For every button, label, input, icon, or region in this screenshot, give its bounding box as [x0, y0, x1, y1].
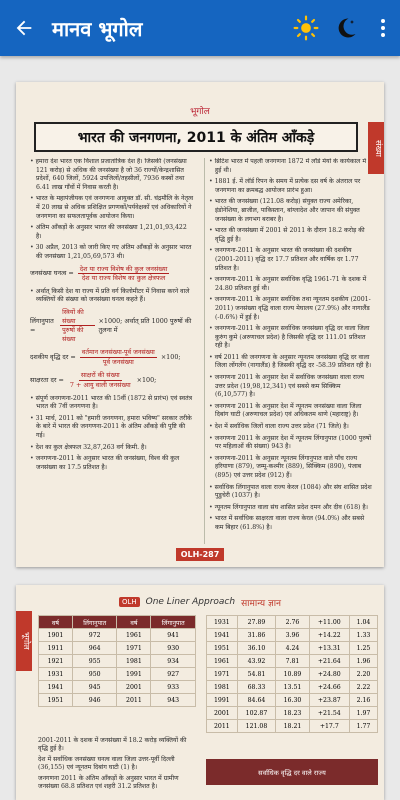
table-cell: 1.77	[349, 720, 377, 733]
table-cell: 27.89	[237, 616, 276, 629]
table-row	[39, 629, 196, 642]
table-cell: 1.04	[349, 616, 377, 629]
table-cell: 945	[72, 681, 117, 694]
table-cell: 4.24	[276, 642, 309, 655]
table-cell: 10.89	[276, 668, 309, 681]
table-row	[39, 681, 196, 694]
table-cell: +21.54	[309, 707, 349, 720]
table-cell: 1951	[39, 694, 73, 707]
table-cell: 36.10	[237, 642, 276, 655]
left-column	[30, 158, 194, 544]
table-cell: 1931	[39, 668, 73, 681]
bullet-text: • अर्थात् किसी देश या राज्य में प्रति वर्ग किलोमीटर में निवास करने वाले व्यक्तियों की संख्या को जनसंख्या घनत्व कहते हैं।	[30, 288, 194, 305]
side-tab: भूगोल	[16, 611, 32, 671]
density-formula: जनसंख्या घनत्व = $\frac{\text{देश या राज्य विशेष की कुल जनसंख्या}}{\text{देश या राज्य विशेष का कुल क्षेत्रफल}}$	[30, 264, 168, 283]
back-arrow-icon	[13, 17, 35, 39]
bullet-text: • जनगणना-2011 के अनुसार सर्वाधिक वृद्धि 1961-71 के दशक में 24.80 प्रतिशत हुई थी।	[209, 276, 373, 293]
bullet-text: • 31 मार्च, 2011 को "हमारी जनगणना, हमारा भविष्य" सरकार तरीके के बारे में भारत की जनगणना-2011 के अंतिम आँकड़े की पुष्टि की गई।	[30, 415, 194, 441]
bullet-text: • जनगणना-2011 के अनुसार न्यूनतम लिंगानुपात वाले पाँच राज्य हरियाणा (879), जम्मू-कश्मीर (889), सिक्किम (890), पंजाब (895) एवं उत्तर प्रदेश (912) हैं।	[209, 455, 373, 481]
bullet-text: • जनगणना 2011 के अनुसार देश में न्यूनतम लिंगानुपात (1000 पुरुषों पर महिलाओं की संख्या) 943 है।	[209, 435, 373, 452]
table-cell: 31.86	[237, 629, 276, 642]
bullet-text: जनगणना 2011 के अंतिम आँकड़ों के अनुसार भारत में ग्रामीण जनसंख्या 68.8 प्रतिशत एवं शहरी 31.2 प्रतिशत है।	[38, 774, 179, 791]
book-page-2	[16, 585, 384, 800]
table-cell: +13.31	[309, 642, 349, 655]
table-cell: 18.23	[276, 707, 309, 720]
table-cell: 2001	[117, 681, 151, 694]
table-cell: 1.96	[349, 655, 377, 668]
table-cell: 54.81	[237, 668, 276, 681]
table-cell: +11.00	[309, 616, 349, 629]
growth-rate-formula: दशकीय वृद्धि दर = $\frac{\text{वर्तमान जनसंख्या-पूर्व जनसंख्या}}{\text{पूर्व जनसंख्या}}$ ×100;	[30, 348, 181, 366]
table-cell: +14.22	[309, 629, 349, 642]
table-row	[207, 616, 378, 629]
more-options-button[interactable]	[366, 0, 400, 56]
bullet-text: • ब्रिटिश भारत में पहली जनगणना 1872 में लॉर्ड मेयो के कार्यकाल में हुई थी।	[209, 158, 373, 175]
table-cell: 950	[72, 668, 117, 681]
table-row	[39, 655, 196, 668]
table-cell: 102.87	[237, 707, 276, 720]
table-cell: 1981	[117, 655, 151, 668]
table-cell: 1971	[117, 642, 151, 655]
page-heading: भारत की जनगणना, 2011 के अंतिम आँकड़े	[34, 122, 358, 152]
table-cell: +24.80	[309, 668, 349, 681]
table-cell: 955	[72, 655, 117, 668]
dark-theme-button[interactable]	[326, 0, 366, 56]
table-row	[207, 655, 378, 668]
table-cell: 2.76	[276, 616, 309, 629]
table-row	[39, 642, 196, 655]
moon-icon	[334, 16, 358, 40]
table-cell: +17.7	[309, 720, 349, 733]
bullet-text: 2001-2011 के दशक में जनसंख्या में 18.2 करोड़ व्यक्तियों की वृद्धि हुई है।	[38, 737, 187, 753]
literacy-formula: साक्षरता दर = $\frac{\text{साक्षरों की संख्या}}{\text{7 + आयु वाली जनसंख्या}}$ ×100;	[30, 371, 157, 390]
bullet-text: • जनगणना-2011 के अनुसार भारत की जनसंख्या, विश्व की कुल जनसंख्या का 17.5 प्रतिशत है।	[30, 455, 194, 472]
table-cell: 1.25	[349, 642, 377, 655]
bullet-text: • देश का कुल क्षेत्रफल 32,87,263 वर्ग किमी. है।	[30, 444, 194, 453]
table-cell: 941	[151, 629, 196, 642]
bullet-text: देश में सर्वाधिक जनसंख्या घनत्व वाला जिला उत्तर-पूर्वी दिल्ली (36,155) एवं न्यूनतम दिबांग घाटी (1) है।	[38, 755, 175, 772]
table-cell: 1961	[117, 629, 151, 642]
bullet-text: • 30 अप्रैल, 2013 को जारी किए गए अंतिम आँकड़ों के अनुसार भारत की जनसंख्या 1,21,05,69,573 थी।	[30, 244, 194, 261]
bullet-text: • अंतिम आँकड़ों के अनुसार भारत की जनसंख्या 1,21,01,93,422 है।	[30, 224, 194, 241]
table-cell: 68.33	[237, 681, 276, 694]
highlight-box: सर्वाधिक वृद्धि दर वाले राज्य	[206, 759, 378, 785]
page-title: मानव भूगोल	[52, 16, 143, 41]
back-button[interactable]	[0, 0, 48, 56]
publisher-logo: OLH	[119, 597, 140, 607]
table-cell: 1941	[207, 629, 238, 642]
bullet-text: • संपूर्ण जनगणना-2011 भारत की 15वीं (1872 से प्रारंभ) एवं स्वतंत्र भारत की 7वीं जनगणना है।	[30, 395, 194, 412]
table-cell: 43.92	[237, 655, 276, 668]
bullet-text: • जनगणना-2011 के अनुसार भारत की जनसंख्या की दशकीय (2001-2011) वृद्धि दर 17.7 प्रतिशत और वार्षिक दर 1.77 प्रतिशत है।	[209, 247, 373, 273]
table-cell: 2011	[117, 694, 151, 707]
bullet-text: • हमारा देश भारत एक विशाल प्रजातांत्रिक देश है। जिसकी (जनसंख्या 121 करोड़) से अधिक की जनसंख्या है जो 36 राज्यों/केन्द्रशासित प्रदेशों, 640 जिलों, 5924 उपजिलों/तहसीलों, 7936 कस्बों तथा 6.41 लाख गाँवों में निवास करती है।	[30, 158, 194, 192]
bullet-text: • भारत के महापंजीयक एवं जनगणना आयुक्त डॉ. सी. चंद्रमौलि के नेतृत्व में 20 लाख से अधिक प्रशिक्षित प्रगणकों/पर्यवेक्षकों एवं अधिकारियों ने जनगणना का सफलतापूर्वक आयोजन किया।	[30, 195, 194, 221]
table-cell: 1991	[117, 668, 151, 681]
table-row	[207, 629, 378, 642]
table-cell: 1961	[207, 655, 238, 668]
bullet-text: • जनगणना 2011 के अनुसार देश में सर्वाधिक जनसंख्या वाला राज्य उत्तर प्रदेश (19,98,12,341) एवं सबसे कम सिक्किम (6,10,577) है।	[209, 374, 373, 400]
table-cell: 934	[151, 655, 196, 668]
sex-ratio-formula: लिंगानुपात = $\frac{\text{स्त्रियों की संख्या}}{\text{पुरुषों की संख्या}}$ ×1000; अर्थात् प्रति 1000 पुरुषों की तुलना में	[30, 307, 192, 343]
table-row	[207, 694, 378, 707]
table-cell: 1931	[207, 616, 238, 629]
table-row	[207, 668, 378, 681]
right-column	[204, 158, 373, 544]
table-cell: 927	[151, 668, 196, 681]
book-page-1	[16, 82, 384, 567]
more-vert-icon	[380, 18, 386, 38]
table-cell: 1901	[39, 629, 73, 642]
population-growth-table	[206, 615, 378, 733]
page-number: OLH-287	[176, 548, 224, 561]
table-row	[207, 681, 378, 694]
table-row	[207, 720, 378, 733]
table-cell: 2.20	[349, 668, 377, 681]
bullet-text: • देश में सर्वाधिक जिलों वाला राज्य उत्तर प्रदेश (71 जिले) है।	[209, 423, 373, 432]
page-header	[16, 593, 384, 611]
app-bar	[0, 0, 400, 56]
table-cell: 943	[151, 694, 196, 707]
side-tab: संख्या	[368, 122, 384, 174]
table-cell: +23.87	[309, 694, 349, 707]
table-cell: +24.66	[309, 681, 349, 694]
notes	[38, 737, 198, 793]
bullet-text: • जनगणना-2011 के अनुसार सर्वाधिक तथा न्यूनतम दशकीय (2001-2011) जनसंख्या वृद्धि वाला राज्य मेघालय (27.9%) और नागालैंड (-0.6%) में हुई है।	[209, 296, 373, 322]
table-cell: 1991	[207, 694, 238, 707]
table-cell: 964	[72, 642, 117, 655]
table-cell: 7.81	[276, 655, 309, 668]
table-cell: 946	[72, 694, 117, 707]
bullet-text: • न्यूनतम लिंगानुपात वाला संघ शासित प्रदेश दमन और दीव (618) है।	[209, 504, 373, 513]
table-row	[207, 642, 378, 655]
bullet-text: • भारत की जनसंख्या में 2001 से 2011 के दौरान 18.2 करोड़ की वृद्धि हुई है।	[209, 227, 373, 244]
bullet-text: • वर्ष 2011 की जनगणना के अनुसार न्यूनतम जनसंख्या वृद्धि दर वाला जिला लोंगलेंग (नागालैंड) है जिसकी वृद्धि दर -58.39 प्रतिशत रही है।	[209, 354, 373, 371]
bullet-text: • सर्वाधिक लिंगानुपात वाला राज्य केरल (1084) और संघ शासित प्रदेश पुडुचेरी (1037) है।	[209, 484, 373, 501]
table-row	[207, 707, 378, 720]
table-cell: 1.33	[349, 629, 377, 642]
table-header-cell: वर्ष	[39, 616, 73, 629]
bullet-text: • जनगणना-2011 के अनुसार सर्वाधिक जनसंख्या वृद्धि दर वाला जिला कुरुंग कुमे (अरुणाचल प्रदेश) है जिसकी वृद्धि दर 111.01 प्रतिशत रही है।	[209, 325, 373, 351]
table-cell: 1981	[207, 681, 238, 694]
table-cell: 18.21	[276, 720, 309, 733]
table-cell: 1951	[207, 642, 238, 655]
table-cell: 972	[72, 629, 117, 642]
sun-icon	[293, 15, 319, 41]
bullet-text: • भारत की जनसंख्या (121.08 करोड़) संयुक्त राज्य अमेरिका, इंडोनेशिया, ब्राजील, पाकिस्तान, बांग्लादेश और जापान की संयुक्त जनसंख्या के लगभग बराबर है।	[209, 198, 373, 224]
table-row	[39, 668, 196, 681]
sex-ratio-table	[38, 615, 196, 707]
table-cell: 1971	[207, 668, 238, 681]
header-title: One Liner Approach	[145, 597, 236, 607]
table-cell: 2011	[207, 720, 238, 733]
table-row	[39, 694, 196, 707]
table-cell: 933	[151, 681, 196, 694]
bullet-text: • भारत में सर्वाधिक साक्षरता वाला राज्य केरल (94.0%) और सबसे कम बिहार (61.8%) है।	[209, 515, 373, 532]
bullet-text: • जनगणना 2011 के अनुसार देश में न्यूनतम जनसंख्या वाला जिला दिबांग घाटी (अरुणाचल प्रदेश) एवं अधिकतम थाणे (महाराष्ट्र) है।	[209, 403, 373, 420]
table-cell: 13.51	[276, 681, 309, 694]
light-theme-button[interactable]	[286, 0, 326, 56]
table-cell: 1941	[39, 681, 73, 694]
table-cell: 2.22	[349, 681, 377, 694]
table-header-cell: वर्ष	[117, 616, 151, 629]
table-cell: 16.30	[276, 694, 309, 707]
page-top-label: भूगोल	[190, 107, 210, 117]
table-header-cell: लिंगानुपात	[72, 616, 117, 629]
table-cell: 1921	[39, 655, 73, 668]
header-subtitle: सामान्य ज्ञान	[241, 598, 282, 609]
table-cell: 930	[151, 642, 196, 655]
bullet-text: • 1881 ई. में लॉर्ड रिपन के समय में प्रत्येक दस वर्ष के अंतराल पर जनगणना का क्रमबद्ध आयोजन प्रारंभ हुआ।	[209, 178, 373, 195]
table-cell: 2001	[207, 707, 238, 720]
table-cell: 1911	[39, 642, 73, 655]
table-cell: 84.64	[237, 694, 276, 707]
table-cell: 121.08	[237, 720, 276, 733]
table-cell: 3.96	[276, 629, 309, 642]
table-header-cell: लिंगानुपात	[151, 616, 196, 629]
table-cell: 1.97	[349, 707, 377, 720]
table-cell: 2.16	[349, 694, 377, 707]
table-cell: +21.64	[309, 655, 349, 668]
